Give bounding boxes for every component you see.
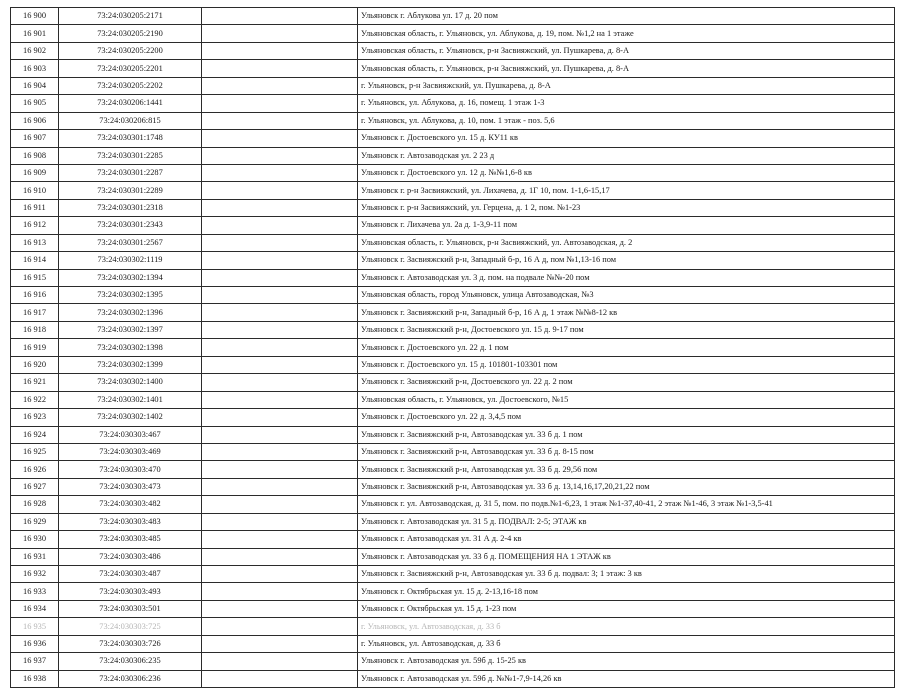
table-row	[11, 600, 895, 617]
blank-cell	[202, 234, 358, 251]
row-number-cell: 16 901	[11, 25, 59, 42]
table-row	[11, 321, 895, 338]
cadastral-number-cell: 73:24:030302:1400	[59, 374, 202, 391]
cadastral-number-cell: 73:24:030302:1397	[59, 321, 202, 338]
address-cell: Ульяновск г. Автозаводская ул. 31 А д. 2-4 кв	[358, 531, 895, 548]
row-number-cell: 16 908	[11, 147, 59, 164]
cadastral-number-cell: 73:24:030206:1441	[59, 95, 202, 112]
blank-cell	[202, 304, 358, 321]
table-row	[11, 95, 895, 112]
row-number-cell: 16 909	[11, 164, 59, 181]
cadastral-number-cell: 73:24:030303:469	[59, 443, 202, 460]
blank-cell	[202, 77, 358, 94]
row-number-cell: 16 930	[11, 531, 59, 548]
table-row	[11, 234, 895, 251]
blank-cell	[202, 199, 358, 216]
address-cell: Ульяновск г. Лихачева ул. 2а д. 1-3,9-11 пом	[358, 217, 895, 234]
cadastral-number-cell: 73:24:030205:2200	[59, 42, 202, 59]
blank-cell	[202, 269, 358, 286]
row-number-cell: 16 931	[11, 548, 59, 565]
blank-cell	[202, 112, 358, 129]
row-number-cell: 16 936	[11, 635, 59, 652]
address-cell: Ульяновск г. Октябрьская ул. 15 д. 1-23 пом	[358, 600, 895, 617]
row-number-cell: 16 923	[11, 409, 59, 426]
address-cell: Ульяновская область, г. Ульяновск, ул. Достоевского, №15	[358, 391, 895, 408]
cadastral-number-cell: 73:24:030302:1396	[59, 304, 202, 321]
blank-cell	[202, 566, 358, 583]
table-row	[11, 8, 895, 25]
blank-cell	[202, 513, 358, 530]
row-number-cell: 16 905	[11, 95, 59, 112]
table-row	[11, 618, 895, 635]
blank-cell	[202, 653, 358, 670]
address-cell: Ульяновск г. Засвияжский р-н, Достоевского ул. 22 д. 2 пом	[358, 374, 895, 391]
cadastral-number-cell: 73:24:030301:1748	[59, 130, 202, 147]
table-row	[11, 513, 895, 530]
address-cell: Ульяновск г. Засвияжский р-н, Западный б-р, 16 А д, 1 этаж №№8-12 кв	[358, 304, 895, 321]
blank-cell	[202, 635, 358, 652]
blank-cell	[202, 217, 358, 234]
row-number-cell: 16 915	[11, 269, 59, 286]
blank-cell	[202, 443, 358, 460]
blank-cell	[202, 496, 358, 513]
cadastral-number-cell: 73:24:030301:2567	[59, 234, 202, 251]
table-row	[11, 461, 895, 478]
blank-cell	[202, 548, 358, 565]
address-cell: Ульяновск г. Достоевского ул. 15 д. КУ11 кв	[358, 130, 895, 147]
address-cell: Ульяновск г. Засвияжский р-н, Автозаводская ул. 33 б д. подвал: 3; 1 этаж: 3 кв	[358, 566, 895, 583]
table-row	[11, 583, 895, 600]
row-number-cell: 16 929	[11, 513, 59, 530]
address-cell: Ульяновск г. Автозаводская ул. 2 23 д	[358, 147, 895, 164]
blank-cell	[202, 252, 358, 269]
row-number-cell: 16 906	[11, 112, 59, 129]
blank-cell	[202, 478, 358, 495]
row-number-cell: 16 924	[11, 426, 59, 443]
address-cell: Ульяновская область, г. Ульяновск, ул. Аблукова, д. 19, пом. №1,2 на 1 этаже	[358, 25, 895, 42]
cadastral-number-cell: 73:24:030205:2201	[59, 60, 202, 77]
cadastral-number-cell: 73:24:030206:815	[59, 112, 202, 129]
table-row	[11, 391, 895, 408]
row-number-cell: 16 919	[11, 339, 59, 356]
address-cell: Ульяновск г. Автозаводская ул. 33 б д. ПОМЕЩЕНИЯ НА 1 ЭТАЖ кв	[358, 548, 895, 565]
table-row	[11, 130, 895, 147]
blank-cell	[202, 339, 358, 356]
row-number-cell: 16 925	[11, 443, 59, 460]
address-cell: Ульяновск г. Засвияжский р-н, Автозаводская ул. 33 б д. 8-15 пом	[358, 443, 895, 460]
address-cell: Ульяновск г. Засвияжский р-н, Достоевского ул. 15 д. 9-17 пом	[358, 321, 895, 338]
row-number-cell: 16 922	[11, 391, 59, 408]
address-cell: Ульяновск г. Октябрьская ул. 15 д. 2-13,16-18 пом	[358, 583, 895, 600]
table-row	[11, 426, 895, 443]
blank-cell	[202, 618, 358, 635]
table-row	[11, 147, 895, 164]
table-row	[11, 496, 895, 513]
address-cell: г. Ульяновск, ул. Автозаводская, д. 33 б	[358, 635, 895, 652]
table-row	[11, 25, 895, 42]
blank-cell	[202, 60, 358, 77]
address-cell: г. Ульяновск, р-н Засвияжский, ул. Пушкарева, д. 8-А	[358, 77, 895, 94]
address-cell: Ульяновск г. Аблукова ул. 17 д. 20 пом	[358, 8, 895, 25]
cadastral-number-cell: 73:24:030306:236	[59, 670, 202, 687]
address-cell: г. Ульяновск, ул. Аблукова, д. 16, помещ. 1 этаж 1-3	[358, 95, 895, 112]
address-cell: г. Ульяновск, ул. Автозаводская, д. 33 б	[358, 618, 895, 635]
cadastral-number-cell: 73:24:030302:1394	[59, 269, 202, 286]
row-number-cell: 16 912	[11, 217, 59, 234]
blank-cell	[202, 8, 358, 25]
blank-cell	[202, 374, 358, 391]
table-row	[11, 269, 895, 286]
table-row	[11, 217, 895, 234]
table-row	[11, 548, 895, 565]
row-number-cell: 16 904	[11, 77, 59, 94]
table-row	[11, 635, 895, 652]
blank-cell	[202, 42, 358, 59]
address-cell: Ульяновская область, город Ульяновск, улица Автозаводская, №3	[358, 287, 895, 304]
address-cell: Ульяновск г. Засвияжский р-н, Западный б-р, 16 А д, пом №1,13-16 пом	[358, 252, 895, 269]
address-cell: Ульяновская область, г. Ульяновск, р-н Засвияжский, ул. Автозаводская, д. 2	[358, 234, 895, 251]
blank-cell	[202, 461, 358, 478]
blank-cell	[202, 583, 358, 600]
table-row	[11, 42, 895, 59]
blank-cell	[202, 95, 358, 112]
address-cell: Ульяновск г. Засвияжский р-н, Автозаводская ул. 33 б д. 13,14,16,17,20,21,22 пом	[358, 478, 895, 495]
cadastral-number-cell: 73:24:030303:493	[59, 583, 202, 600]
cadastral-number-cell: 73:24:030303:486	[59, 548, 202, 565]
row-number-cell: 16 900	[11, 8, 59, 25]
row-number-cell: 16 913	[11, 234, 59, 251]
blank-cell	[202, 409, 358, 426]
blank-cell	[202, 147, 358, 164]
row-number-cell: 16 938	[11, 670, 59, 687]
table-row	[11, 252, 895, 269]
cadastral-number-cell: 73:24:030302:1119	[59, 252, 202, 269]
address-cell: Ульяновск г. Достоевского ул. 22 д. 3,4,5 пом	[358, 409, 895, 426]
registry-table	[10, 7, 895, 688]
registry-rows	[11, 8, 895, 688]
row-number-cell: 16 932	[11, 566, 59, 583]
cadastral-number-cell: 73:24:030301:2289	[59, 182, 202, 199]
row-number-cell: 16 916	[11, 287, 59, 304]
table-row	[11, 304, 895, 321]
table-row	[11, 443, 895, 460]
table-row	[11, 409, 895, 426]
cadastral-number-cell: 73:24:030302:1401	[59, 391, 202, 408]
row-number-cell: 16 902	[11, 42, 59, 59]
address-cell: Ульяновск г. Засвияжский р-н, Автозаводская ул. 33 б д. 29,56 пом	[358, 461, 895, 478]
blank-cell	[202, 531, 358, 548]
row-number-cell: 16 920	[11, 356, 59, 373]
cadastral-number-cell: 73:24:030301:2285	[59, 147, 202, 164]
cadastral-number-cell: 73:24:030303:473	[59, 478, 202, 495]
cadastral-number-cell: 73:24:030303:726	[59, 635, 202, 652]
table-row	[11, 199, 895, 216]
blank-cell	[202, 25, 358, 42]
table-row	[11, 478, 895, 495]
row-number-cell: 16 917	[11, 304, 59, 321]
address-cell: Ульяновск г. Достоевского ул. 15 д. 101801-103301 пом	[358, 356, 895, 373]
row-number-cell: 16 911	[11, 199, 59, 216]
row-number-cell: 16 926	[11, 461, 59, 478]
cadastral-number-cell: 73:24:030303:725	[59, 618, 202, 635]
cadastral-number-cell: 73:24:030303:482	[59, 496, 202, 513]
blank-cell	[202, 182, 358, 199]
row-number-cell: 16 935	[11, 618, 59, 635]
row-number-cell: 16 937	[11, 653, 59, 670]
address-cell: Ульяновск г. Автозаводская ул. 3 д. пом. на подвале №№-20 пом	[358, 269, 895, 286]
cadastral-number-cell: 73:24:030301:2287	[59, 164, 202, 181]
address-cell: Ульяновск г. р-н Засвияжский, ул. Лихачева, д. 1Г 10, пом. 1-1,6-15,17	[358, 182, 895, 199]
cadastral-number-cell: 73:24:030302:1399	[59, 356, 202, 373]
address-cell: Ульяновск г. Автозаводская ул. 59б д. №№1-7,9-14,26 кв	[358, 670, 895, 687]
cadastral-number-cell: 73:24:030205:2171	[59, 8, 202, 25]
table-row	[11, 60, 895, 77]
blank-cell	[202, 356, 358, 373]
table-row	[11, 164, 895, 181]
blank-cell	[202, 164, 358, 181]
row-number-cell: 16 907	[11, 130, 59, 147]
address-cell: Ульяновск г. Автозаводская ул. 31 5 д. ПОДВАЛ: 2-5; ЭТАЖ кв	[358, 513, 895, 530]
blank-cell	[202, 287, 358, 304]
row-number-cell: 16 934	[11, 600, 59, 617]
blank-cell	[202, 670, 358, 687]
address-cell: г. Ульяновск, ул. Аблукова, д. 10, пом. 1 этаж - поз. 5,6	[358, 112, 895, 129]
address-cell: Ульяновск г. Автозаводская ул. 59б д. 15-25 кв	[358, 653, 895, 670]
address-cell: Ульяновск г. Засвияжский р-н, Автозаводская ул. 33 б д. 1 пом	[358, 426, 895, 443]
row-number-cell: 16 910	[11, 182, 59, 199]
address-cell: Ульяновск г. Достоевского ул. 22 д. 1 пом	[358, 339, 895, 356]
blank-cell	[202, 391, 358, 408]
table-row	[11, 112, 895, 129]
cadastral-number-cell: 73:24:030303:470	[59, 461, 202, 478]
row-number-cell: 16 933	[11, 583, 59, 600]
cadastral-number-cell: 73:24:030303:501	[59, 600, 202, 617]
cadastral-number-cell: 73:24:030302:1402	[59, 409, 202, 426]
table-row	[11, 182, 895, 199]
cadastral-number-cell: 73:24:030302:1398	[59, 339, 202, 356]
cadastral-number-cell: 73:24:030205:2190	[59, 25, 202, 42]
table-row	[11, 287, 895, 304]
table-row	[11, 374, 895, 391]
row-number-cell: 16 918	[11, 321, 59, 338]
blank-cell	[202, 130, 358, 147]
address-cell: Ульяновск г. р-н Засвияжский, ул. Герцена, д. 1 2, пом. №1-23	[358, 199, 895, 216]
row-number-cell: 16 921	[11, 374, 59, 391]
table-row	[11, 566, 895, 583]
table-row	[11, 653, 895, 670]
cadastral-number-cell: 73:24:030303:485	[59, 531, 202, 548]
cadastral-number-cell: 73:24:030205:2202	[59, 77, 202, 94]
cadastral-number-cell: 73:24:030302:1395	[59, 287, 202, 304]
blank-cell	[202, 321, 358, 338]
row-number-cell: 16 927	[11, 478, 59, 495]
row-number-cell: 16 928	[11, 496, 59, 513]
table-row	[11, 670, 895, 687]
blank-cell	[202, 426, 358, 443]
address-cell: Ульяновск г. ул. Автозаводская, д. 31 5, пом. по подв.№1-6,23, 1 этаж №1-37,40-41, 2 этаж №1-46, 3 этаж №1-3,5-41	[358, 496, 895, 513]
table-row	[11, 356, 895, 373]
table-row	[11, 77, 895, 94]
row-number-cell: 16 914	[11, 252, 59, 269]
row-number-cell: 16 903	[11, 60, 59, 77]
address-cell: Ульяновская область, г. Ульяновск, р-н Засвияжский, ул. Пушкарева, д. 8-А	[358, 42, 895, 59]
cadastral-number-cell: 73:24:030303:483	[59, 513, 202, 530]
table-row	[11, 531, 895, 548]
cadastral-number-cell: 73:24:030306:235	[59, 653, 202, 670]
table-row	[11, 339, 895, 356]
address-cell: Ульяновская область, г. Ульяновск, р-н Засвияжский, ул. Пушкарева, д. 8-А	[358, 60, 895, 77]
cadastral-number-cell: 73:24:030303:487	[59, 566, 202, 583]
cadastral-number-cell: 73:24:030303:467	[59, 426, 202, 443]
cadastral-number-cell: 73:24:030301:2343	[59, 217, 202, 234]
address-cell: Ульяновск г. Достоевского ул. 12 д. №№1,6-8 кв	[358, 164, 895, 181]
cadastral-number-cell: 73:24:030301:2318	[59, 199, 202, 216]
blank-cell	[202, 600, 358, 617]
